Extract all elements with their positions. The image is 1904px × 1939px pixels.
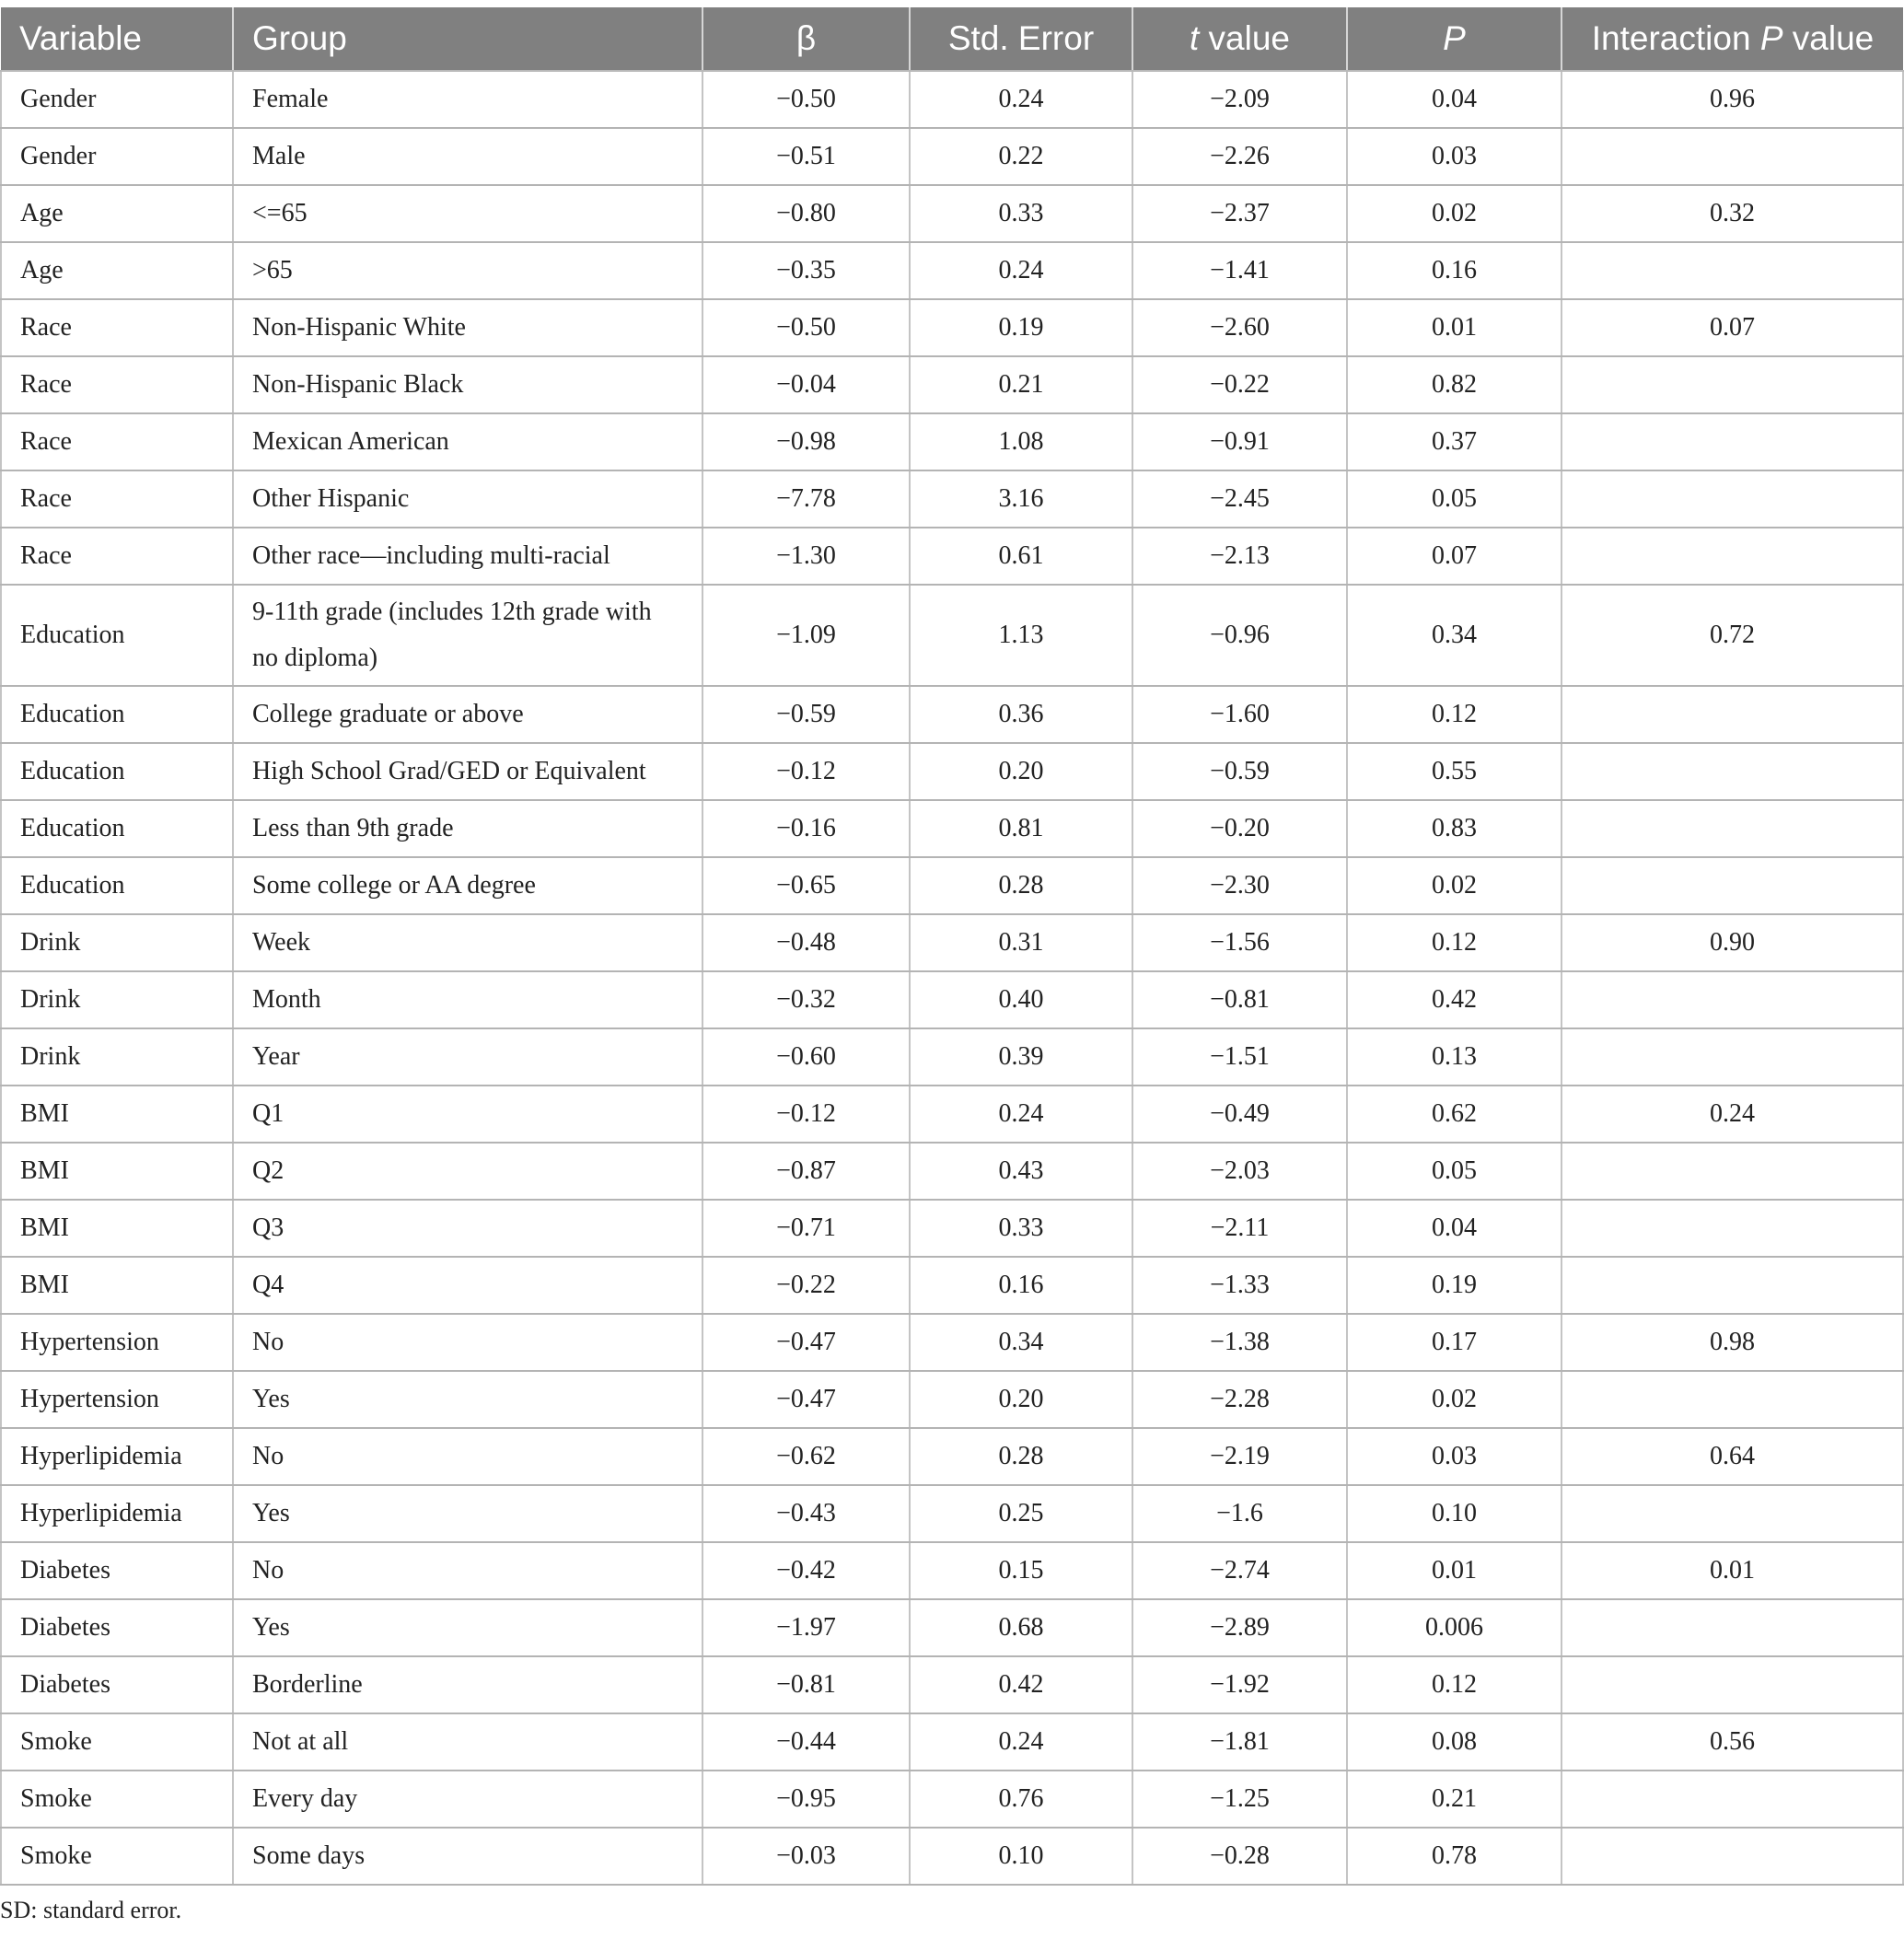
results-table-container (0, 7, 1902, 1886)
cell-std-error: 0.31 (910, 914, 1132, 971)
cell-t-value: −2.89 (1132, 1599, 1347, 1656)
cell-variable: BMI (1, 1143, 233, 1200)
cell-p: 0.02 (1347, 1371, 1562, 1428)
cell-beta: −1.09 (702, 585, 910, 686)
cell-beta: −0.12 (702, 1086, 910, 1143)
table-row (1, 1656, 1903, 1713)
table-row (1, 585, 1903, 686)
cell-p: 0.16 (1347, 242, 1562, 299)
cell-std-error: 0.21 (910, 356, 1132, 413)
cell-t-value: −0.49 (1132, 1086, 1347, 1143)
cell-interaction-p-value (1562, 1257, 1903, 1314)
cell-beta: −7.78 (702, 470, 910, 528)
cell-variable: Gender (1, 71, 233, 128)
table-row (1, 356, 1903, 413)
table-row (1, 800, 1903, 857)
cell-std-error: 0.34 (910, 1314, 1132, 1371)
cell-group: Non-Hispanic Black (233, 356, 702, 413)
cell-std-error: 0.68 (910, 1599, 1132, 1656)
cell-p: 0.07 (1347, 528, 1562, 585)
cell-variable: Race (1, 299, 233, 356)
table-row (1, 299, 1903, 356)
cell-std-error: 0.16 (910, 1257, 1132, 1314)
cell-interaction-p-value: 0.07 (1562, 299, 1903, 356)
cell-std-error: 3.16 (910, 470, 1132, 528)
cell-p: 0.08 (1347, 1713, 1562, 1771)
cell-variable: Diabetes (1, 1656, 233, 1713)
cell-beta: −0.43 (702, 1485, 910, 1542)
cell-beta: −0.50 (702, 299, 910, 356)
table-row (1, 1542, 1903, 1599)
cell-t-value: −0.22 (1132, 356, 1347, 413)
cell-interaction-p-value (1562, 1028, 1903, 1086)
cell-interaction-p-value (1562, 1828, 1903, 1885)
cell-variable: BMI (1, 1257, 233, 1314)
table-body (1, 71, 1903, 1885)
cell-interaction-p-value (1562, 1371, 1903, 1428)
cell-std-error: 0.22 (910, 128, 1132, 185)
cell-std-error: 0.40 (910, 971, 1132, 1028)
header-interaction-p-value (1562, 7, 1903, 71)
cell-beta: −0.59 (702, 686, 910, 743)
cell-t-value: −2.11 (1132, 1200, 1347, 1257)
cell-std-error: 0.15 (910, 1542, 1132, 1599)
cell-variable: Race (1, 470, 233, 528)
cell-beta: −0.32 (702, 971, 910, 1028)
cell-p: 0.19 (1347, 1257, 1562, 1314)
cell-std-error: 0.20 (910, 743, 1132, 800)
cell-beta: −0.42 (702, 1542, 910, 1599)
cell-p: 0.82 (1347, 356, 1562, 413)
cell-std-error: 0.25 (910, 1485, 1132, 1542)
cell-group: Q2 (233, 1143, 702, 1200)
cell-interaction-p-value (1562, 971, 1903, 1028)
table-row (1, 528, 1903, 585)
cell-interaction-p-value (1562, 356, 1903, 413)
cell-beta: −0.81 (702, 1656, 910, 1713)
cell-t-value: −0.81 (1132, 971, 1347, 1028)
cell-variable: Race (1, 528, 233, 585)
cell-interaction-p-value (1562, 1200, 1903, 1257)
cell-std-error: 0.61 (910, 528, 1132, 585)
cell-interaction-p-value: 0.98 (1562, 1314, 1903, 1371)
cell-group: Month (233, 971, 702, 1028)
header-p-italic: P (1443, 19, 1466, 57)
cell-t-value: −2.26 (1132, 128, 1347, 185)
cell-p: 0.55 (1347, 743, 1562, 800)
cell-p: 0.05 (1347, 1143, 1562, 1200)
cell-beta: −0.60 (702, 1028, 910, 1086)
cell-variable: Age (1, 242, 233, 299)
cell-t-value: −1.6 (1132, 1485, 1347, 1542)
header-interaction-italic: P (1759, 19, 1783, 57)
cell-t-value: −2.37 (1132, 185, 1347, 242)
header-variable: Variable (1, 7, 233, 71)
cell-std-error: 0.39 (910, 1028, 1132, 1086)
cell-interaction-p-value: 0.90 (1562, 914, 1903, 971)
table-row (1, 1828, 1903, 1885)
cell-std-error: 0.81 (910, 800, 1132, 857)
cell-group: Some college or AA degree (233, 857, 702, 914)
cell-std-error: 0.20 (910, 1371, 1132, 1428)
cell-t-value: −1.81 (1132, 1713, 1347, 1771)
header-row (1, 7, 1903, 71)
table-row (1, 128, 1903, 185)
cell-group: Year (233, 1028, 702, 1086)
cell-group: No (233, 1542, 702, 1599)
cell-interaction-p-value (1562, 686, 1903, 743)
cell-beta: −0.03 (702, 1828, 910, 1885)
cell-beta: −0.47 (702, 1371, 910, 1428)
cell-interaction-p-value (1562, 528, 1903, 585)
cell-p: 0.02 (1347, 185, 1562, 242)
cell-std-error: 0.42 (910, 1656, 1132, 1713)
cell-group: High School Grad/GED or Equivalent (233, 743, 702, 800)
cell-interaction-p-value (1562, 470, 1903, 528)
cell-t-value: −2.74 (1132, 1542, 1347, 1599)
cell-interaction-p-value (1562, 1771, 1903, 1828)
cell-t-value: −1.41 (1132, 242, 1347, 299)
cell-variable: Diabetes (1, 1542, 233, 1599)
cell-std-error: 0.24 (910, 242, 1132, 299)
cell-p: 0.03 (1347, 128, 1562, 185)
cell-group: Female (233, 71, 702, 128)
table-row (1, 1428, 1903, 1485)
table-header (1, 7, 1903, 71)
cell-interaction-p-value (1562, 1485, 1903, 1542)
cell-interaction-p-value: 0.96 (1562, 71, 1903, 128)
cell-p: 0.006 (1347, 1599, 1562, 1656)
cell-std-error: 0.28 (910, 857, 1132, 914)
cell-interaction-p-value (1562, 857, 1903, 914)
table-row (1, 914, 1903, 971)
cell-interaction-p-value (1562, 128, 1903, 185)
cell-t-value: −1.92 (1132, 1656, 1347, 1713)
cell-t-value: −2.13 (1132, 528, 1347, 585)
header-t-value (1132, 7, 1347, 71)
cell-group: Other race—including multi-racial (233, 528, 702, 585)
cell-p: 0.37 (1347, 413, 1562, 470)
cell-p: 0.83 (1347, 800, 1562, 857)
table-row (1, 1599, 1903, 1656)
cell-group: 9-11th grade (includes 12th grade with no diploma) (233, 585, 702, 686)
cell-interaction-p-value: 0.64 (1562, 1428, 1903, 1485)
cell-variable: Education (1, 585, 233, 686)
cell-p: 0.04 (1347, 71, 1562, 128)
cell-variable: Drink (1, 914, 233, 971)
cell-group: Not at all (233, 1713, 702, 1771)
cell-interaction-p-value (1562, 1143, 1903, 1200)
cell-p: 0.01 (1347, 1542, 1562, 1599)
cell-p: 0.12 (1347, 914, 1562, 971)
cell-variable: BMI (1, 1086, 233, 1143)
cell-std-error: 0.76 (910, 1771, 1132, 1828)
cell-group: Yes (233, 1371, 702, 1428)
cell-t-value: −2.09 (1132, 71, 1347, 128)
cell-p: 0.21 (1347, 1771, 1562, 1828)
cell-std-error: 0.24 (910, 71, 1132, 128)
cell-p: 0.05 (1347, 470, 1562, 528)
cell-group: Every day (233, 1771, 702, 1828)
cell-p: 0.04 (1347, 1200, 1562, 1257)
cell-interaction-p-value (1562, 1656, 1903, 1713)
cell-std-error: 0.33 (910, 185, 1132, 242)
cell-p: 0.13 (1347, 1028, 1562, 1086)
cell-variable: Smoke (1, 1713, 233, 1771)
cell-p: 0.12 (1347, 1656, 1562, 1713)
cell-std-error: 0.24 (910, 1086, 1132, 1143)
cell-group: Other Hispanic (233, 470, 702, 528)
cell-beta: −1.30 (702, 528, 910, 585)
table-row (1, 1314, 1903, 1371)
cell-t-value: −0.59 (1132, 743, 1347, 800)
cell-t-value: −1.25 (1132, 1771, 1347, 1828)
cell-std-error: 0.43 (910, 1143, 1132, 1200)
cell-beta: −0.47 (702, 1314, 910, 1371)
cell-beta: −0.35 (702, 242, 910, 299)
cell-group: Some days (233, 1828, 702, 1885)
cell-beta: −1.97 (702, 1599, 910, 1656)
table-row (1, 857, 1903, 914)
cell-group: Borderline (233, 1656, 702, 1713)
cell-std-error: 1.13 (910, 585, 1132, 686)
table-row (1, 185, 1903, 242)
cell-p: 0.42 (1347, 971, 1562, 1028)
table-row (1, 971, 1903, 1028)
cell-std-error: 0.33 (910, 1200, 1132, 1257)
cell-p: 0.10 (1347, 1485, 1562, 1542)
cell-variable: Drink (1, 1028, 233, 1086)
cell-group: Yes (233, 1485, 702, 1542)
cell-p: 0.12 (1347, 686, 1562, 743)
cell-group: Non-Hispanic White (233, 299, 702, 356)
cell-interaction-p-value: 0.56 (1562, 1713, 1903, 1771)
table-row (1, 1200, 1903, 1257)
cell-interaction-p-value: 0.72 (1562, 585, 1903, 686)
cell-beta: −0.16 (702, 800, 910, 857)
table-row (1, 1771, 1903, 1828)
cell-variable: Gender (1, 128, 233, 185)
cell-beta: −0.48 (702, 914, 910, 971)
cell-t-value: −2.45 (1132, 470, 1347, 528)
table-row (1, 1086, 1903, 1143)
cell-std-error: 0.10 (910, 1828, 1132, 1885)
cell-p: 0.01 (1347, 299, 1562, 356)
cell-beta: −0.62 (702, 1428, 910, 1485)
cell-interaction-p-value (1562, 413, 1903, 470)
cell-t-value: −2.19 (1132, 1428, 1347, 1485)
cell-t-value: −0.28 (1132, 1828, 1347, 1885)
cell-t-value: −1.56 (1132, 914, 1347, 971)
cell-group: Q1 (233, 1086, 702, 1143)
table-row (1, 242, 1903, 299)
cell-t-value: −2.28 (1132, 1371, 1347, 1428)
cell-variable: Education (1, 686, 233, 743)
header-interaction-suffix: value (1782, 19, 1875, 57)
cell-variable: Age (1, 185, 233, 242)
cell-group: Mexican American (233, 413, 702, 470)
cell-std-error: 0.28 (910, 1428, 1132, 1485)
cell-variable: Smoke (1, 1828, 233, 1885)
cell-t-value: −1.60 (1132, 686, 1347, 743)
cell-variable: Hyperlipidemia (1, 1428, 233, 1485)
cell-variable: Smoke (1, 1771, 233, 1828)
cell-p: 0.34 (1347, 585, 1562, 686)
cell-beta: −0.12 (702, 743, 910, 800)
cell-variable: BMI (1, 1200, 233, 1257)
cell-t-value: −0.96 (1132, 585, 1347, 686)
cell-variable: Race (1, 413, 233, 470)
table-footnote: SD: standard error. (0, 1897, 182, 1923)
cell-t-value: −1.51 (1132, 1028, 1347, 1086)
cell-p: 0.02 (1347, 857, 1562, 914)
cell-t-value: −2.30 (1132, 857, 1347, 914)
cell-t-value: −1.33 (1132, 1257, 1347, 1314)
table-row (1, 71, 1903, 128)
cell-group: Week (233, 914, 702, 971)
cell-t-value: −1.38 (1132, 1314, 1347, 1371)
cell-t-value: −0.91 (1132, 413, 1347, 470)
cell-variable: Hyperlipidemia (1, 1485, 233, 1542)
header-beta: β (702, 7, 910, 71)
cell-std-error: 0.36 (910, 686, 1132, 743)
table-row (1, 1028, 1903, 1086)
cell-variable: Education (1, 800, 233, 857)
cell-std-error: 0.19 (910, 299, 1132, 356)
cell-p: 0.17 (1347, 1314, 1562, 1371)
table-row (1, 686, 1903, 743)
cell-group: <=65 (233, 185, 702, 242)
cell-beta: −0.80 (702, 185, 910, 242)
cell-beta: −0.95 (702, 1771, 910, 1828)
table-row (1, 470, 1903, 528)
cell-beta: −0.65 (702, 857, 910, 914)
cell-group: >65 (233, 242, 702, 299)
table-row (1, 743, 1903, 800)
cell-interaction-p-value: 0.01 (1562, 1542, 1903, 1599)
cell-beta: −0.51 (702, 128, 910, 185)
cell-beta: −0.44 (702, 1713, 910, 1771)
cell-beta: −0.04 (702, 356, 910, 413)
cell-group: Q4 (233, 1257, 702, 1314)
cell-p: 0.62 (1347, 1086, 1562, 1143)
cell-interaction-p-value (1562, 1599, 1903, 1656)
cell-beta: −0.71 (702, 1200, 910, 1257)
cell-p: 0.78 (1347, 1828, 1562, 1885)
cell-interaction-p-value (1562, 242, 1903, 299)
cell-group: College graduate or above (233, 686, 702, 743)
table-row (1, 413, 1903, 470)
cell-variable: Hypertension (1, 1314, 233, 1371)
header-group: Group (233, 7, 702, 71)
cell-p: 0.03 (1347, 1428, 1562, 1485)
header-p (1347, 7, 1562, 71)
cell-t-value: −0.20 (1132, 800, 1347, 857)
cell-std-error: 0.24 (910, 1713, 1132, 1771)
cell-variable: Diabetes (1, 1599, 233, 1656)
cell-beta: −0.50 (702, 71, 910, 128)
cell-interaction-p-value: 0.32 (1562, 185, 1903, 242)
header-std-error: Std. Error (910, 7, 1132, 71)
cell-t-value: −2.60 (1132, 299, 1347, 356)
cell-beta: −0.98 (702, 413, 910, 470)
cell-group: Male (233, 128, 702, 185)
cell-std-error: 1.08 (910, 413, 1132, 470)
subgroup-analysis-table (0, 7, 1904, 1886)
table-row (1, 1713, 1903, 1771)
header-t-value-rest: value (1199, 19, 1290, 57)
cell-beta: −0.87 (702, 1143, 910, 1200)
table-row (1, 1257, 1903, 1314)
cell-group: Less than 9th grade (233, 800, 702, 857)
cell-variable: Race (1, 356, 233, 413)
cell-interaction-p-value (1562, 743, 1903, 800)
header-interaction-prefix: Interaction (1591, 19, 1760, 57)
cell-interaction-p-value: 0.24 (1562, 1086, 1903, 1143)
cell-t-value: −2.03 (1132, 1143, 1347, 1200)
cell-group: No (233, 1314, 702, 1371)
cell-interaction-p-value (1562, 800, 1903, 857)
cell-variable: Hypertension (1, 1371, 233, 1428)
cell-variable: Education (1, 743, 233, 800)
cell-beta: −0.22 (702, 1257, 910, 1314)
table-row (1, 1371, 1903, 1428)
cell-variable: Education (1, 857, 233, 914)
cell-group: Q3 (233, 1200, 702, 1257)
table-row (1, 1485, 1903, 1542)
cell-variable: Drink (1, 971, 233, 1028)
header-t-value-italic: t (1189, 19, 1200, 57)
cell-group: Yes (233, 1599, 702, 1656)
cell-group: No (233, 1428, 702, 1485)
table-row (1, 1143, 1903, 1200)
